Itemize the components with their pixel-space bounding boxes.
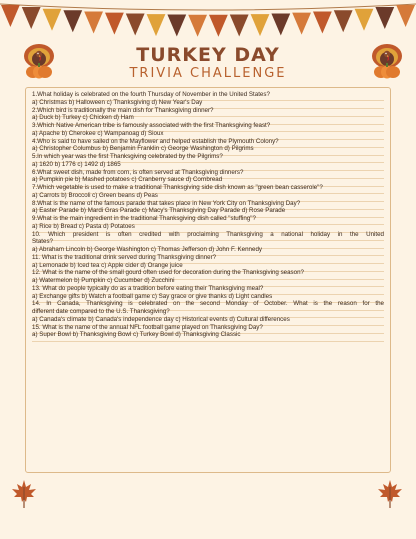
bunting-flag	[84, 12, 103, 34]
trivia-line: a) Abraham Lincoln b) George Washington c) Thomas Jefferson d) John F. Kennedy	[32, 246, 384, 254]
trivia-line: 11. What is the traditional drink served during Thanksgiving dinner?	[32, 254, 384, 262]
trivia-line: a) Apache b) Cherokee c) Wampanoag d) Sioux	[32, 130, 384, 138]
trivia-line: a) Christopher Columbus b) Benjamin Franklin c) George Washington d) Pilgrims	[32, 145, 384, 153]
bunting-flag	[22, 7, 41, 29]
trivia-line: 14. In Canada, Thanksgiving is celebrated on the second Monday of October. What is the reason for the	[32, 300, 384, 308]
trivia-line: a) Watermelon b) Pumpkin c) Cucumber d) Zucchini	[32, 277, 384, 285]
bunting-flag	[396, 5, 415, 27]
bunting-flag	[355, 9, 374, 31]
bunting-flag	[292, 13, 311, 35]
trivia-line: 4.Who is said to have sailed on the Mayflower and helped establish the Plymouth Colony?	[32, 138, 384, 146]
trivia-line: 9.What is the main ingredient in the traditional Thanksgiving dish called "stuffing"?	[32, 215, 384, 223]
trivia-line: a) Exchange gifts b) Watch a football game c) Say grace or give thanks d) Light candles	[32, 293, 384, 301]
trivia-line: 5.In which year was the first Thanksgiving celebrated by the Pilgrims?	[32, 153, 384, 161]
bunting-flag	[334, 10, 353, 32]
trivia-line: 8.What is the name of the famous parade that takes place in New York City on Thanksgiving Day?	[32, 200, 384, 208]
trivia-line: 13. What do people typically do as a tradition before eating their Thanksgiving meal?	[32, 285, 384, 293]
trivia-line: a) Canada's climate b) Canada's independence day c) Historical events d) Cultural differences	[32, 316, 384, 324]
bunting-flag	[375, 7, 394, 29]
trivia-line: 1.What holiday is celebrated on the fourth Thursday of November in the United States?	[32, 91, 384, 99]
bunting-flags	[0, 0, 416, 40]
maple-leaf-icon	[376, 478, 404, 510]
trivia-line: a) Duck b) Turkey c) Chicken d) Ham	[32, 114, 384, 122]
trivia-line: a) Easter Parade b) Mardi Gras Parade c) Macy's Thanksgiving Day Parade d) Rose Parade	[32, 207, 384, 215]
trivia-line: 7.Which vegetable is used to make a traditional Thanksgiving side dish known as "green bean casserole"?	[32, 184, 384, 192]
bunting-flag	[63, 10, 82, 32]
bunting-flag	[209, 15, 228, 37]
bunting-flag	[188, 15, 207, 37]
trivia-line: 3.Which Native American tribe is famously associated with the first Thanksgiving feast?	[32, 122, 384, 130]
bunting-flag	[147, 14, 166, 36]
maple-leaf-icon	[10, 478, 38, 510]
bunting-flag	[105, 13, 124, 35]
trivia-line: a) Pumpkin pie b) Mashed potatoes c) Cranberry sauce d) Cornbread	[32, 176, 384, 184]
bunting-flag	[230, 15, 249, 37]
trivia-line: 12. What is the name of the small gourd often used for decoration during the Thanksgiving season?	[32, 269, 384, 277]
trivia-line: different date compared to the U.S. Thanksgiving?	[32, 308, 384, 316]
bunting-flag	[126, 13, 145, 35]
trivia-line: a) Super Bowl b) Thanksgiving Bowl c) Turkey Bowl d) Thanksgiving Classic	[32, 331, 384, 339]
trivia-line: a) Lemonade b) Iced tea c) Apple cider d) Orange juice	[32, 262, 384, 270]
trivia-line: a) Carrots b) Broccoli c) Green beans d) Peas	[32, 192, 384, 200]
trivia-line: a) Christmas b) Halloween c) Thanksgiving d) New Year's Day	[32, 99, 384, 107]
trivia-line: 15. What is the name of the annual NFL football game played on Thanksgiving Day?	[32, 324, 384, 332]
page-title: TURKEY DAY	[136, 44, 280, 66]
bunting-flag	[43, 9, 62, 31]
trivia-line: 6.What sweet dish, made from corn, is often served at Thanksgiving dinners?	[32, 169, 384, 177]
trivia-line: 10. Which president is often credited with proclaiming Thanksgiving a national holiday in the United	[32, 230, 384, 238]
bunting-flag	[167, 15, 186, 37]
bunting-flag	[313, 12, 332, 34]
trivia-line: States?	[32, 238, 384, 246]
bunting-flag	[1, 5, 20, 27]
trivia-line: a) 1620 b) 1776 c) 1492 d) 1865	[32, 161, 384, 169]
trivia-line: a) Rice b) Bread c) Pasta d) Potatoes	[32, 223, 384, 231]
trivia-line: 2.Which bird is traditionally the main dish for Thanksgiving dinner?	[32, 107, 384, 115]
trivia-list	[32, 91, 384, 339]
bunting-flag	[271, 13, 290, 35]
page-subtitle: TRIVIA CHALLENGE	[129, 66, 287, 81]
bunting-flag	[251, 14, 270, 36]
